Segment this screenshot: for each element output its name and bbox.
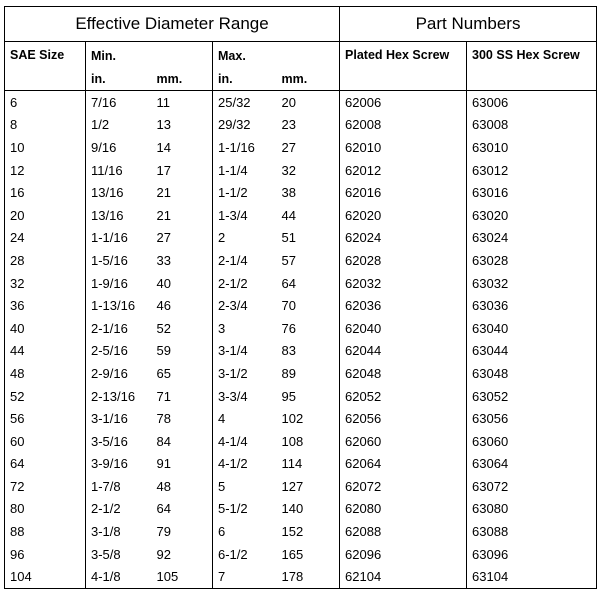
max-in-cell: 5 — [218, 478, 226, 494]
sae-size-cell: 48 — [5, 362, 86, 385]
min-in-cell: 2-9/16 — [91, 365, 128, 381]
max-in-cell: 1-3/4 — [218, 207, 248, 223]
table-row — [5, 181, 597, 204]
plated-part-number-cell: 62064 — [340, 453, 467, 476]
ss-part-number-cell: 63032 — [467, 272, 597, 295]
ss-part-number-cell: 63104 — [467, 565, 597, 588]
max-mm-cell: 27 — [277, 136, 340, 159]
ss-hex-screw-header: 300 SS Hex Screw — [467, 42, 597, 91]
max-mm-cell: 89 — [277, 362, 340, 385]
sae-size-cell: 104 — [5, 565, 86, 588]
max-in-cell: 1-1/2 — [218, 185, 248, 201]
min-in-cell: 4-1/8 — [86, 565, 152, 588]
ss-part-number-cell: 63020 — [467, 204, 597, 227]
max-in-cell: 2-1/4 — [218, 252, 248, 268]
min-in-cell: 9/16 — [91, 139, 117, 155]
plated-part-number-cell: 62044 — [340, 340, 467, 363]
table-row — [5, 430, 597, 453]
min-mm-cell: 84 — [152, 430, 213, 453]
min-mm-cell: 79 — [152, 520, 213, 543]
max-in-cell: 29/32 — [218, 117, 251, 133]
min-in-cell: 1-13/16 — [91, 298, 136, 314]
min-in-cell: 3-9/16 — [91, 456, 128, 472]
max-in-cell: 7 — [213, 565, 277, 588]
ss-part-number-cell: 63012 — [467, 159, 597, 182]
plated-part-number-cell: 62080 — [340, 498, 467, 521]
min-mm-cell: 40 — [152, 272, 213, 295]
min-in-header: in. — [86, 68, 152, 91]
max-mm-cell: 20 — [277, 91, 340, 114]
plated-part-number-cell: 62088 — [340, 520, 467, 543]
min-in-cell: 2-13/16 — [91, 388, 136, 404]
min-mm-cell: 48 — [152, 475, 213, 498]
sae-size-cell: 10 — [5, 136, 86, 159]
plated-part-number-cell: 62008 — [340, 114, 467, 137]
plated-part-number-cell: 62028 — [340, 249, 467, 272]
sae-size-cell: 6 — [5, 91, 86, 114]
table-row — [5, 272, 597, 295]
table-row — [5, 227, 597, 250]
ss-part-number-cell: 63036 — [467, 294, 597, 317]
max-mm-cell: 152 — [277, 520, 340, 543]
min-mm-cell: 52 — [152, 317, 213, 340]
max-mm-cell: 140 — [277, 498, 340, 521]
table-row — [5, 340, 597, 363]
table-row — [5, 362, 597, 385]
ss-part-number-cell: 63060 — [467, 430, 597, 453]
max-mm-cell: 64 — [277, 272, 340, 295]
min-mm-cell: 91 — [152, 453, 213, 476]
max-in-cell: 3-1/2 — [218, 365, 248, 381]
min-in-cell: 1-9/16 — [91, 275, 128, 291]
table-row — [5, 91, 597, 114]
max-in-cell: 2 — [218, 230, 226, 246]
max-in-cell: 5-1/2 — [218, 501, 248, 517]
effective-diameter-range-header: Effective Diameter Range — [5, 7, 340, 42]
max-in-cell: 2-1/2 — [218, 275, 248, 291]
sae-size-cell: 44 — [5, 340, 86, 363]
min-in-cell: 2-5/16 — [91, 343, 128, 359]
ss-part-number-cell: 63052 — [467, 385, 597, 408]
min-mm-cell: 33 — [152, 249, 213, 272]
min-mm-cell: 71 — [152, 385, 213, 408]
plated-part-number-cell: 62060 — [340, 430, 467, 453]
ss-part-number-cell: 63048 — [467, 362, 597, 385]
min-in-cell: 1/2 — [91, 117, 110, 133]
table-row — [5, 136, 597, 159]
max-mm-cell: 70 — [277, 294, 340, 317]
min-in-cell: 2-1/2 — [91, 501, 121, 517]
plated-part-number-cell: 62032 — [340, 272, 467, 295]
min-mm-header: mm. — [152, 68, 213, 91]
sae-size-cell: 52 — [5, 385, 86, 408]
ss-part-number-cell: 63064 — [467, 453, 597, 476]
max-in-cell: 1-1/4 — [218, 162, 248, 178]
min-header: Min. — [86, 42, 213, 69]
min-in-cell: 1-7/8 — [91, 478, 121, 494]
plated-hex-screw-header: Plated Hex Screw — [340, 42, 467, 91]
max-in-cell: 25/32 — [218, 94, 251, 110]
min-in-cell: 3-5/16 — [91, 433, 128, 449]
min-mm-cell: 21 — [152, 181, 213, 204]
plated-part-number-cell: 62052 — [340, 385, 467, 408]
min-mm-cell: 11 — [152, 91, 213, 114]
sae-size-cell: 88 — [5, 520, 86, 543]
max-in-cell: 3-3/4 — [218, 388, 248, 404]
max-mm-cell: 51 — [277, 227, 340, 250]
min-in-cell: 3-1/8 — [91, 524, 121, 540]
sae-size-cell: 56 — [5, 407, 86, 430]
sae-size-cell: 60 — [5, 430, 86, 453]
sae-size-cell: 64 — [5, 453, 86, 476]
min-mm-cell: 21 — [152, 204, 213, 227]
min-mm-cell: 14 — [152, 136, 213, 159]
min-in-cell: 1-5/16 — [91, 252, 128, 268]
min-in-cell: 1-1/16 — [91, 230, 128, 246]
sae-size-cell: 80 — [5, 498, 86, 521]
max-mm-cell: 102 — [277, 407, 340, 430]
sae-size-cell: 32 — [5, 272, 86, 295]
sae-size-cell: 20 — [5, 204, 86, 227]
max-mm-cell: 76 — [277, 317, 340, 340]
min-mm-cell: 27 — [152, 227, 213, 250]
max-mm-cell: 114 — [277, 453, 340, 476]
min-mm-cell: 105 — [152, 565, 213, 588]
min-mm-cell: 13 — [152, 114, 213, 137]
ss-part-number-cell: 63016 — [467, 181, 597, 204]
hose-clamp-table-container — [4, 6, 596, 585]
column-header-row — [5, 42, 597, 69]
table-row — [5, 543, 597, 566]
min-in-cell: 7/16 — [91, 94, 117, 110]
max-in-cell: 1-1/16 — [218, 139, 255, 155]
plated-part-number-cell: 62072 — [340, 475, 467, 498]
plated-part-number-cell: 62048 — [340, 362, 467, 385]
min-mm-cell: 92 — [152, 543, 213, 566]
sae-size-cell: 36 — [5, 294, 86, 317]
max-mm-cell: 44 — [277, 204, 340, 227]
plated-part-number-cell: 62016 — [340, 181, 467, 204]
sae-size-cell: 28 — [5, 249, 86, 272]
table-row — [5, 114, 597, 137]
table-row — [5, 204, 597, 227]
max-mm-cell: 83 — [277, 340, 340, 363]
min-mm-cell: 65 — [152, 362, 213, 385]
table-row — [5, 565, 597, 588]
sae-size-cell: 12 — [5, 159, 86, 182]
min-in-cell: 13/16 — [91, 185, 124, 201]
ss-part-number-cell: 63044 — [467, 340, 597, 363]
ss-part-number-cell: 63056 — [467, 407, 597, 430]
ss-part-number-cell: 63008 — [467, 114, 597, 137]
table-row — [5, 159, 597, 182]
table-row — [5, 317, 597, 340]
min-mm-cell: 59 — [152, 340, 213, 363]
plated-part-number-cell: 62036 — [340, 294, 467, 317]
max-mm-cell: 165 — [277, 543, 340, 566]
max-mm-cell: 32 — [277, 159, 340, 182]
plated-part-number-cell: 62040 — [340, 317, 467, 340]
ss-part-number-cell: 63024 — [467, 227, 597, 250]
table-row — [5, 249, 597, 272]
plated-part-number-cell: 62056 — [340, 407, 467, 430]
max-in-cell: 4-1/4 — [218, 433, 248, 449]
table-row — [5, 520, 597, 543]
ss-part-number-cell: 63088 — [467, 520, 597, 543]
max-in-header: in. — [213, 68, 277, 91]
sae-size-cell: 16 — [5, 181, 86, 204]
min-in-cell: 3-1/16 — [91, 411, 128, 427]
sae-size-cell: 72 — [5, 475, 86, 498]
sae-size-cell: 96 — [5, 543, 86, 566]
table-row — [5, 294, 597, 317]
plated-part-number-cell: 62020 — [340, 204, 467, 227]
ss-part-number-cell: 63096 — [467, 543, 597, 566]
plated-part-number-cell: 62024 — [340, 227, 467, 250]
hose-clamp-size-table — [4, 6, 597, 589]
table-body — [5, 91, 597, 589]
max-mm-header: mm. — [277, 68, 340, 91]
table-row — [5, 453, 597, 476]
max-mm-cell: 95 — [277, 385, 340, 408]
max-mm-cell: 108 — [277, 430, 340, 453]
max-mm-cell: 23 — [277, 114, 340, 137]
max-mm-cell: 127 — [277, 475, 340, 498]
plated-part-number-cell: 62010 — [340, 136, 467, 159]
part-numbers-header: Part Numbers — [340, 7, 597, 42]
table-row — [5, 407, 597, 430]
max-in-cell: 3 — [218, 320, 226, 336]
min-in-cell: 3-5/8 — [91, 546, 121, 562]
table-row — [5, 385, 597, 408]
min-in-cell: 11/16 — [91, 162, 123, 178]
min-mm-cell: 17 — [152, 159, 213, 182]
table-row — [5, 498, 597, 521]
ss-part-number-cell: 63006 — [467, 91, 597, 114]
sae-size-cell: 8 — [5, 114, 86, 137]
max-in-cell: 6-1/2 — [218, 546, 248, 562]
table-row — [5, 475, 597, 498]
sae-size-header: SAE Size — [5, 42, 86, 91]
sae-size-cell: 40 — [5, 317, 86, 340]
max-header: Max. — [213, 42, 340, 69]
ss-part-number-cell: 63028 — [467, 249, 597, 272]
sae-size-cell: 24 — [5, 227, 86, 250]
plated-part-number-cell: 62104 — [340, 565, 467, 588]
ss-part-number-cell: 63010 — [467, 136, 597, 159]
min-mm-cell: 46 — [152, 294, 213, 317]
max-in-cell: 3-1/4 — [218, 343, 248, 359]
max-mm-cell: 38 — [277, 181, 340, 204]
min-in-cell: 13/16 — [91, 207, 124, 223]
max-mm-cell: 57 — [277, 249, 340, 272]
max-in-cell: 6 — [218, 524, 226, 540]
max-in-cell: 2-3/4 — [218, 298, 248, 314]
plated-part-number-cell: 62096 — [340, 543, 467, 566]
plated-part-number-cell: 62012 — [340, 159, 467, 182]
min-mm-cell: 78 — [152, 407, 213, 430]
ss-part-number-cell: 63080 — [467, 498, 597, 521]
plated-part-number-cell: 62006 — [340, 91, 467, 114]
min-in-cell: 2-1/16 — [91, 320, 128, 336]
group-header-row — [5, 7, 597, 42]
max-in-cell: 4-1/2 — [218, 456, 248, 472]
ss-part-number-cell: 63072 — [467, 475, 597, 498]
ss-part-number-cell: 63040 — [467, 317, 597, 340]
max-mm-cell: 178 — [277, 565, 340, 588]
max-in-cell: 4 — [218, 411, 226, 427]
min-mm-cell: 64 — [152, 498, 213, 521]
